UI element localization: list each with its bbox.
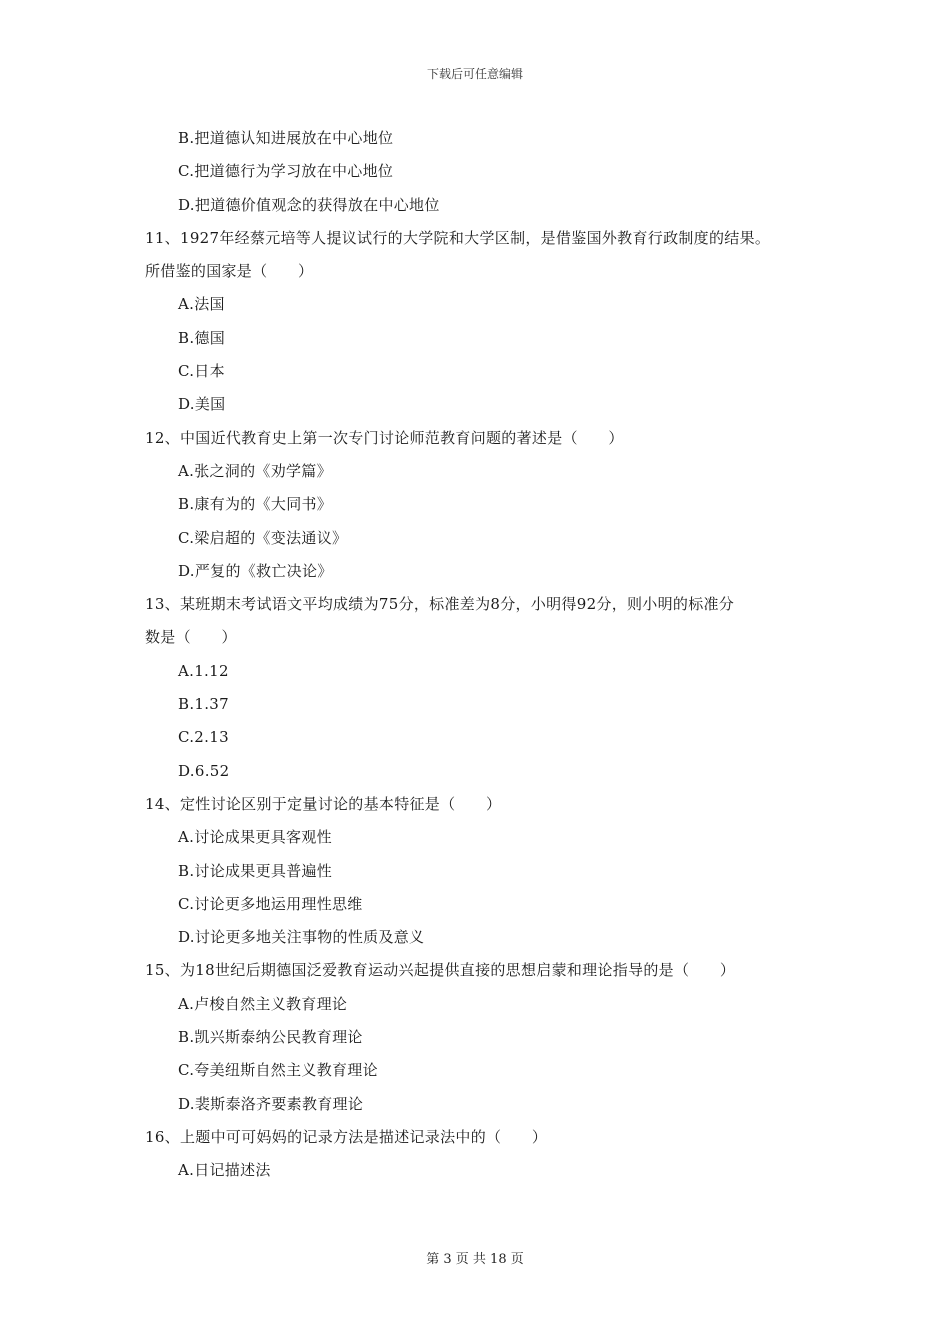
answer-option: D.把道德价值观念的获得放在中心地位 [178, 195, 440, 214]
question-text: 15、为18世纪后期德国泛爱教育运动兴起提供直接的思想启蒙和理论指导的是（ ） [145, 961, 736, 980]
answer-option: A.法国 [178, 295, 225, 314]
answer-option: A.卢梭自然主义教育理论 [178, 994, 348, 1013]
answer-option: A.日记描述法 [178, 1161, 271, 1180]
question-text: 16、上题中可可妈妈的记录方法是描述记录法中的（ ） [145, 1127, 548, 1146]
question-text: 所借鉴的国家是（ ） [145, 262, 314, 281]
answer-option: D.美国 [178, 395, 226, 414]
answer-option: D.6.52 [178, 761, 230, 780]
answer-option: B.凯兴斯泰纳公民教育理论 [178, 1028, 363, 1047]
page-footer: 第 3 页 共 18 页 [426, 1252, 524, 1267]
answer-option: A.张之洞的《劝学篇》 [178, 461, 332, 480]
answer-option: D.讨论更多地关注事物的性质及意义 [178, 928, 425, 947]
answer-option: B.把道德认知进展放在中心地位 [178, 129, 394, 147]
answer-option: A.讨论成果更具客观性 [178, 828, 332, 847]
question-text: 11、1927年经蔡元培等人提议试行的大学院和大学区制，是借鉴国外教育行政制度的结果。 [145, 228, 771, 247]
answer-option: C.把道德行为学习放在中心地位 [178, 162, 394, 181]
answer-option: C.梁启超的《变法通议》 [178, 528, 348, 547]
page-header: 下载后可任意编辑 [426, 67, 523, 81]
answer-option: D.裴斯泰洛齐要素教育理论 [178, 1094, 364, 1113]
answer-option: C.夸美纽斯自然主义教育理论 [178, 1061, 378, 1080]
document-body [145, 122, 825, 1188]
question-text: 数是（ ） [145, 628, 237, 647]
question-text: 14、定性讨论区别于定量讨论的基本特征是（ ） [145, 794, 502, 813]
question-text: 13、某班期末考试语文平均成绩为75分，标准差为8分，小明得92分，则小明的标准分 [145, 595, 735, 614]
answer-option: A.1.12 [178, 661, 229, 680]
answer-option: C.2.13 [178, 728, 229, 747]
answer-option: B.讨论成果更具普遍性 [178, 861, 333, 880]
answer-option: C.日本 [178, 362, 225, 381]
answer-option: B.1.37 [178, 695, 229, 714]
answer-option: B.德国 [178, 328, 225, 347]
answer-option: B.康有为的《大同书》 [178, 495, 333, 514]
question-text: 12、中国近代教育史上第一次专门讨论师范教育问题的著述是（ ） [145, 428, 624, 447]
answer-option: C.讨论更多地运用理性思维 [178, 894, 363, 913]
answer-option: D.严复的《救亡决论》 [178, 561, 333, 580]
